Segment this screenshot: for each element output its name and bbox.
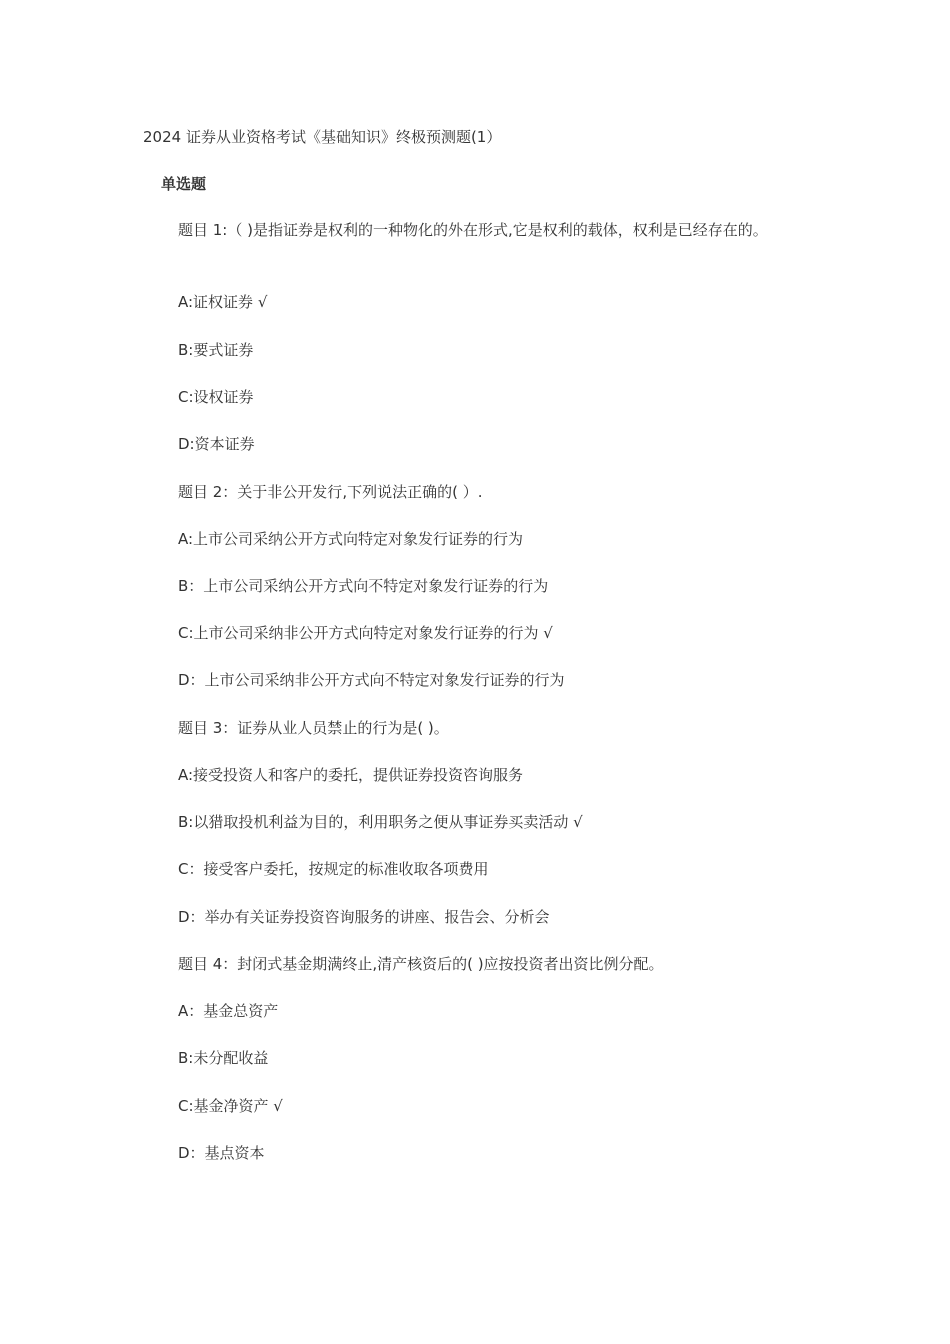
question-3-option-d: D：举办有关证券投资咨询服务的讲座、报告会、分析会 — [178, 908, 550, 926]
question-4-option-c: C:基金净资产 √ — [178, 1097, 283, 1115]
question-2-option-b: B：上市公司采纳公开方式向不特定对象发行证券的行为 — [178, 577, 549, 595]
document-title: 2024 证券从业资格考试《基础知识》终极预测题(1） — [143, 128, 502, 146]
question-4-text: 题目 4：封闭式基金期满终止,清产核资后的( )应按投资者出资比例分配。 — [178, 955, 664, 973]
question-1-option-b: B:要式证券 — [178, 341, 254, 359]
question-1-text: 题目 1:（ )是指证券是权利的一种物化的外在形式,它是权利的载体，权利是已经存在的。 — [178, 221, 768, 239]
question-3-option-b: B:以猎取投机利益为目的，利用职务之便从事证券买卖活动 √ — [178, 813, 583, 831]
question-4-option-d: D：基点资本 — [178, 1144, 265, 1162]
question-1-option-a: A:证权证券 √ — [178, 293, 268, 311]
question-4-option-a: A：基金总资产 — [178, 1002, 279, 1020]
question-3-text: 题目 3：证券从业人员禁止的行为是( )。 — [178, 719, 449, 737]
question-2-text: 题目 2：关于非公开发行,下列说法正确的( ）. — [178, 483, 483, 501]
question-4-option-b: B:未分配收益 — [178, 1049, 269, 1067]
question-2-option-c: C:上市公司采纳非公开方式向特定对象发行证券的行为 √ — [178, 624, 553, 642]
section-heading: 单选题 — [161, 175, 207, 193]
question-3-option-a: A:接受投资人和客户的委托，提供证券投资咨询服务 — [178, 766, 524, 784]
question-2-option-a: A:上市公司采纳公开方式向特定对象发行证券的行为 — [178, 530, 524, 548]
question-3-option-c: C：接受客户委托，按规定的标准收取各项费用 — [178, 860, 489, 878]
question-2-option-d: D：上市公司采纳非公开方式向不特定对象发行证券的行为 — [178, 671, 565, 689]
question-1-option-d: D:资本证券 — [178, 435, 255, 453]
question-1-option-c: C:设权证券 — [178, 388, 254, 406]
